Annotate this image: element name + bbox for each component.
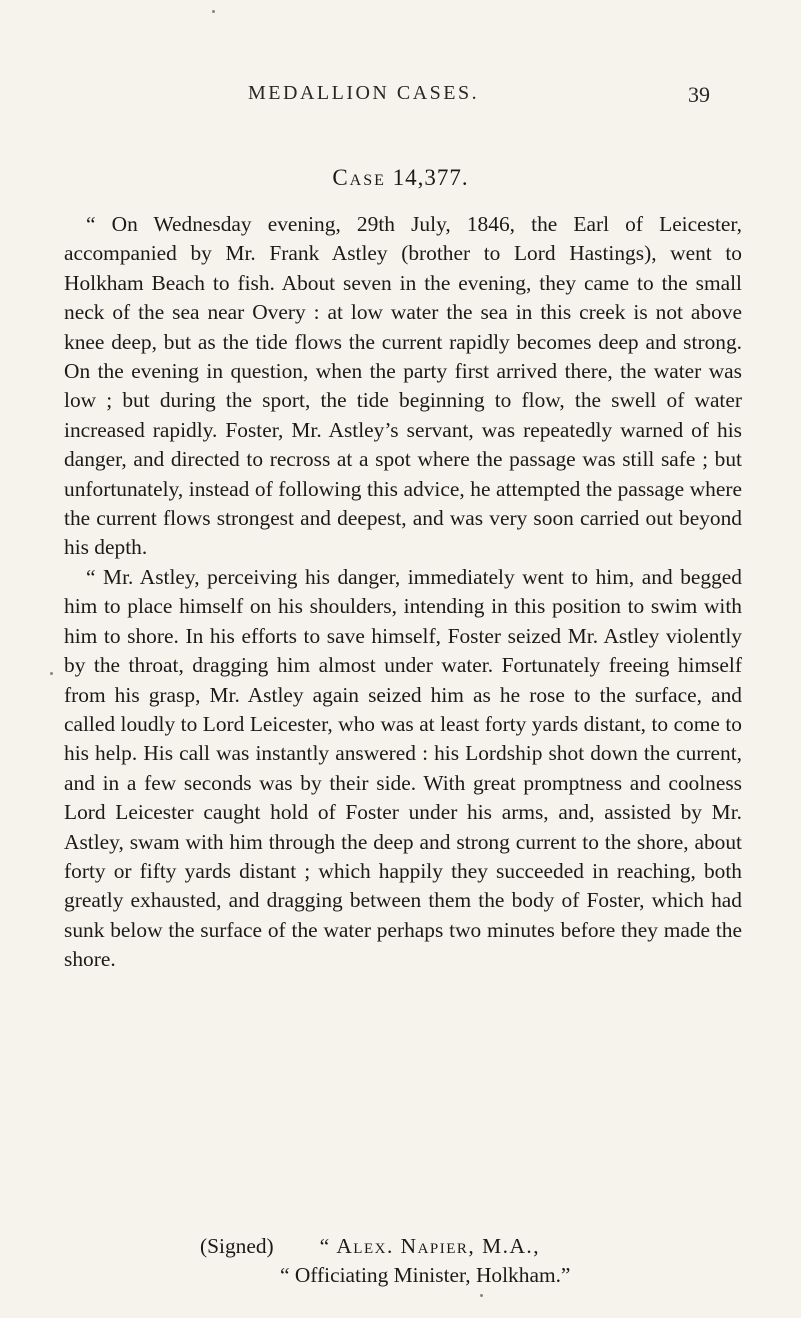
paper-speck (480, 1294, 483, 1297)
paper-speck (212, 10, 215, 13)
running-head (0, 82, 801, 112)
signatory-title: “ Officiating Minister, Holkham.” (280, 1263, 571, 1288)
page-number: 39 (688, 82, 710, 107)
paragraph-2: “ Mr. Astley, perceiving his danger, immediately went to him, and begged him to place himself on his shoulders, intending in this position to swim with him to shore. In his efforts to save himself, Foster seized Mr. Astley violently by the throat, dragging him almost under water. Fortunately freeing himself from his grasp, Mr. Astley again seized him as he rose to the surface, and called loudly to Lord Leicester, who was at least forty yards distant, to come to his help. His call was instantly answered : his Lordship shot down the current, and in a few seconds was by their side. With great promptness and coolness Lord Leicester caught hold of Foster under his arms, and, assisted by Mr. Astley, swam with him through the deep and strong current to the shore, about forty or fifty yards distant ; which happily they succeeded in reaching, both greatly exhausted, and dragging between them the body of Foster, which had sunk below the surface of the water perhaps two minutes before they made the shore. (64, 564, 742, 972)
signature-line (64, 1232, 742, 1261)
case-narrative (64, 210, 742, 975)
signed-label: (Signed) (200, 1234, 274, 1258)
signatory-name: “ Alex. Napier, M.A., (319, 1234, 541, 1258)
case-label: Case (332, 165, 386, 190)
running-title: MEDALLION CASES. (248, 82, 480, 104)
paper-speck (50, 672, 53, 675)
paragraph-1: “ On Wednesday evening, 29th July, 1846, the Earl of Leicester, accompanied by Mr. Frank Astley (brother to Lord Hastings), went to Holkham Beach to fish. About seven in the evening, they came to the small neck of the sea near Overy : at low water the sea in this creek is not above knee deep, but as the tide flows the current rapidly becomes deep and strong. On the evening in question, when the party first arrived there, the water was low ; but during the sport, the tide beginning to flow, the swell of water increased rapidly. Foster, Mr. Astley’s servant, was repeatedly warned of his danger, and directed to recross at a spot where the passage was still safe ; but unfortunately, instead of following this advice, he attempted the passage where the current flows strongest and deepest, and was very soon carried out beyond his depth. (64, 212, 742, 560)
case-number: 14,377. (392, 165, 469, 190)
signature-block (64, 1232, 742, 1291)
case-heading (0, 165, 801, 191)
